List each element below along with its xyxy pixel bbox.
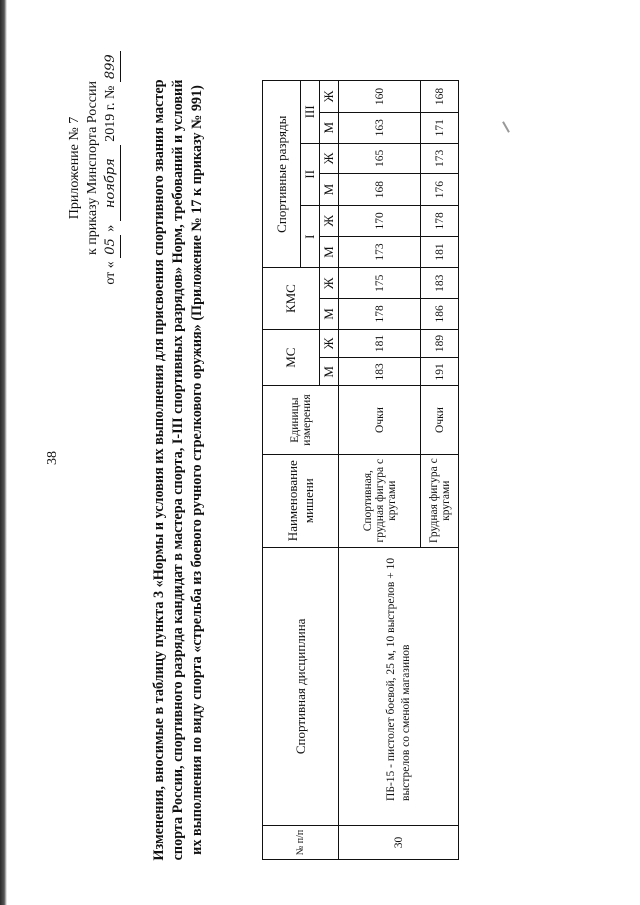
header-female: Ж bbox=[320, 206, 339, 237]
value-cell: 168 bbox=[421, 81, 459, 113]
header-rank-1: I bbox=[301, 206, 320, 268]
document-heading: Изменения, вносимые в таблицу пункта 3 «Нормы и условия их выполнения для присвоения спортивного звания мастер спорта России, спортивного разряда кандидат в мастера спорта, I-III спортивных разрядов» Норм, требований и условий их выполнения по виду спорта «стрельба из боевого ручного стрелкового оружия» (Приложение № 17 к приказу № 991) bbox=[151, 79, 205, 861]
value-cell: 165 bbox=[339, 143, 421, 174]
header-male: М bbox=[320, 236, 339, 268]
row-number: 30 bbox=[339, 825, 459, 859]
header-units: Единицы измерения bbox=[263, 386, 339, 454]
value-cell: 170 bbox=[339, 206, 421, 237]
header-female: Ж bbox=[320, 81, 339, 113]
value-cell: 160 bbox=[339, 81, 421, 113]
value-cell: 181 bbox=[339, 329, 421, 357]
discipline-cell: ПБ-15 - пистолет боевой, 25 м, 10 выстрелов + 10 выстрелов со сменой магазинов bbox=[339, 547, 459, 825]
page-number: 38 bbox=[45, 451, 60, 465]
units-cell: Очки bbox=[339, 386, 421, 454]
table-row bbox=[339, 81, 421, 860]
header-rank-2: II bbox=[301, 143, 320, 205]
value-cell: 168 bbox=[339, 174, 421, 206]
value-cell: 178 bbox=[339, 299, 421, 330]
value-cell: 178 bbox=[421, 206, 459, 237]
target-cell: Грудная фигура с кругами bbox=[421, 454, 459, 547]
date-suffix: 2019 г. № bbox=[103, 85, 118, 142]
value-cell: 186 bbox=[421, 299, 459, 330]
value-cell: 175 bbox=[339, 268, 421, 299]
date-prefix: от « bbox=[103, 261, 118, 285]
header-rank-3: III bbox=[301, 81, 320, 144]
units-cell: Очки bbox=[421, 386, 459, 454]
order-number: 899 bbox=[102, 51, 121, 82]
header-female: Ж bbox=[320, 268, 339, 299]
date-mid: » bbox=[103, 224, 118, 232]
header-male: М bbox=[320, 174, 339, 206]
value-cell: 171 bbox=[421, 112, 459, 143]
target-cell: Спортивная, грудная фигура с кругами bbox=[339, 454, 421, 547]
header-discipline: Спортивная дисциплина bbox=[263, 547, 339, 825]
appendix-title: Приложение № 7 bbox=[67, 116, 82, 220]
appendix-order-ref: к приказу Минспорта России bbox=[85, 81, 100, 255]
scan-speck bbox=[502, 121, 510, 132]
value-cell: 163 bbox=[339, 112, 421, 143]
value-cell: 173 bbox=[421, 143, 459, 174]
norms-table bbox=[262, 80, 459, 860]
header-kms: КМС bbox=[263, 268, 320, 329]
header-male: М bbox=[320, 358, 339, 386]
date-month: ноября bbox=[102, 145, 121, 221]
value-cell: 183 bbox=[421, 268, 459, 299]
value-cell: 173 bbox=[339, 236, 421, 268]
date-day: 05 bbox=[102, 235, 121, 258]
header-row-number: № п/п bbox=[263, 825, 339, 859]
value-cell: 181 bbox=[421, 236, 459, 268]
header-ms: МС bbox=[263, 329, 320, 386]
header-sport-ranks: Спортивные разряды bbox=[263, 81, 301, 268]
value-cell: 189 bbox=[421, 329, 459, 357]
header-female: Ж bbox=[320, 329, 339, 357]
header-male: М bbox=[320, 299, 339, 330]
value-cell: 176 bbox=[421, 174, 459, 206]
header-male: М bbox=[320, 112, 339, 143]
value-cell: 191 bbox=[421, 358, 459, 386]
value-cell: 183 bbox=[339, 358, 421, 386]
header-female: Ж bbox=[320, 143, 339, 174]
appendix-block bbox=[66, 38, 121, 298]
header-target: Наименование мишени bbox=[263, 454, 339, 547]
appendix-date-line bbox=[102, 38, 121, 298]
